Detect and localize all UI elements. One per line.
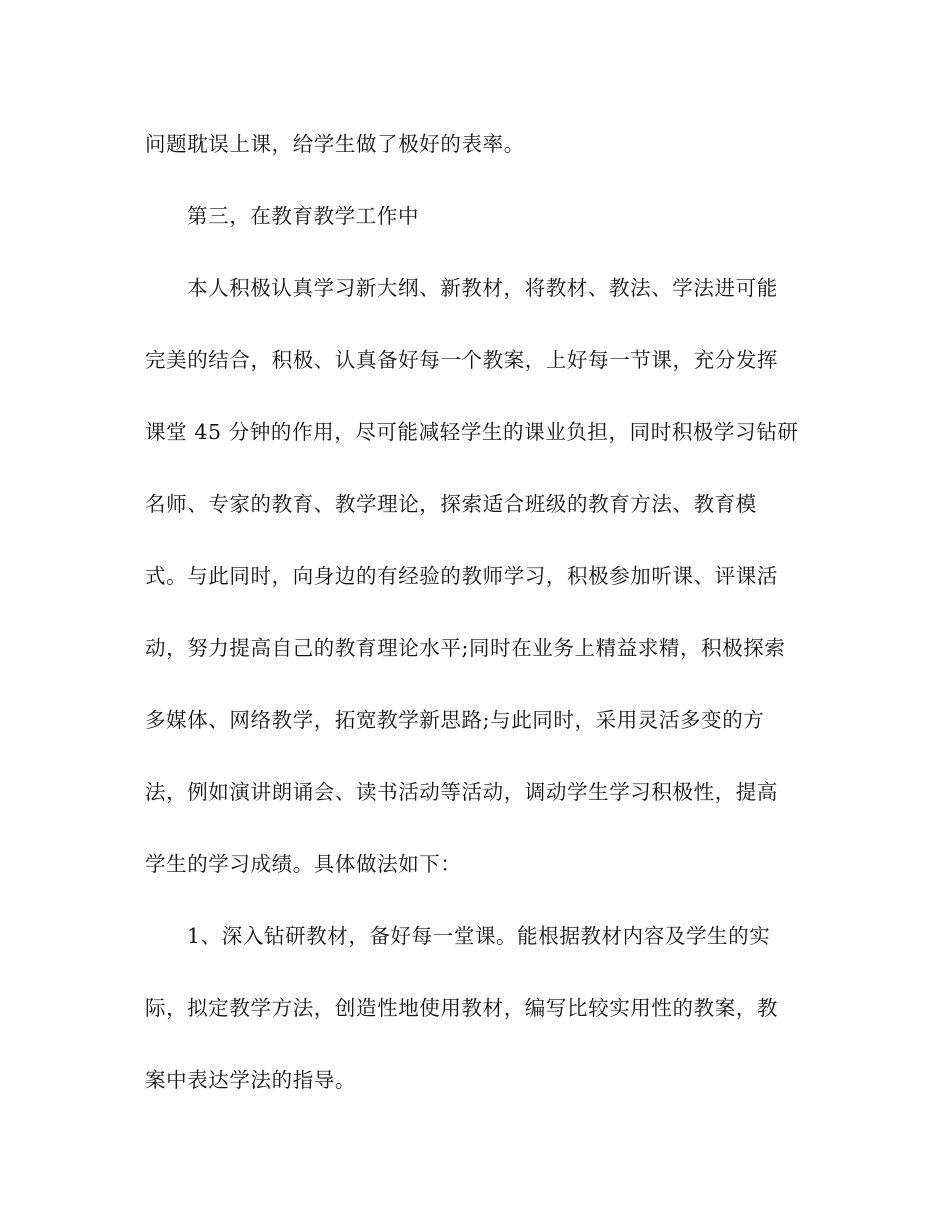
text-line-9: 多媒体、网络教学，拓宽教学新思路;与此同时，采用灵活多变的方 xyxy=(145,708,765,732)
text-line-6: 名师、专家的教育、教学理论，探索适合班级的教育方法、教育模 xyxy=(145,492,757,516)
list-item-1: 1、深入钻研教材，备好每一堂课。能根据教材内容及学生的实 xyxy=(187,924,771,948)
text-line-10: 法，例如演讲朗诵会、读书活动等活动，调动学生学习积极性，提高 xyxy=(145,780,778,804)
text-line-5: 课堂 45 分钟的作用，尽可能减轻学生的课业负担，同时积极学习钻研 xyxy=(145,420,799,444)
text-line-11: 学生的学习成绩。具体做法如下： xyxy=(145,852,462,876)
section-heading: 第三，在教育教学工作中 xyxy=(187,204,420,228)
text-line-3: 本人积极认真学习新大纲、新教材，将教材、教法、学法进可能 xyxy=(187,276,778,300)
text-line-1: 问题耽误上课，给学生做了极好的表率。 xyxy=(145,132,525,156)
text-line-14: 案中表达学法的指导。 xyxy=(145,1068,356,1092)
text-line-8: 动，努力提高自己的教育理论水平;同时在业务上精益求精，积极探索 xyxy=(145,636,786,660)
text-line-13: 际，拟定教学方法，创造性地使用教材，编写比较实用性的教案，教 xyxy=(145,996,778,1020)
text-line-7: 式。与此同时，向身边的有经验的教师学习，积极参加听课、评课活 xyxy=(145,564,778,588)
text-line-4: 完美的结合，积极、认真备好每一个教案，上好每一节课，充分发挥 xyxy=(145,348,778,372)
